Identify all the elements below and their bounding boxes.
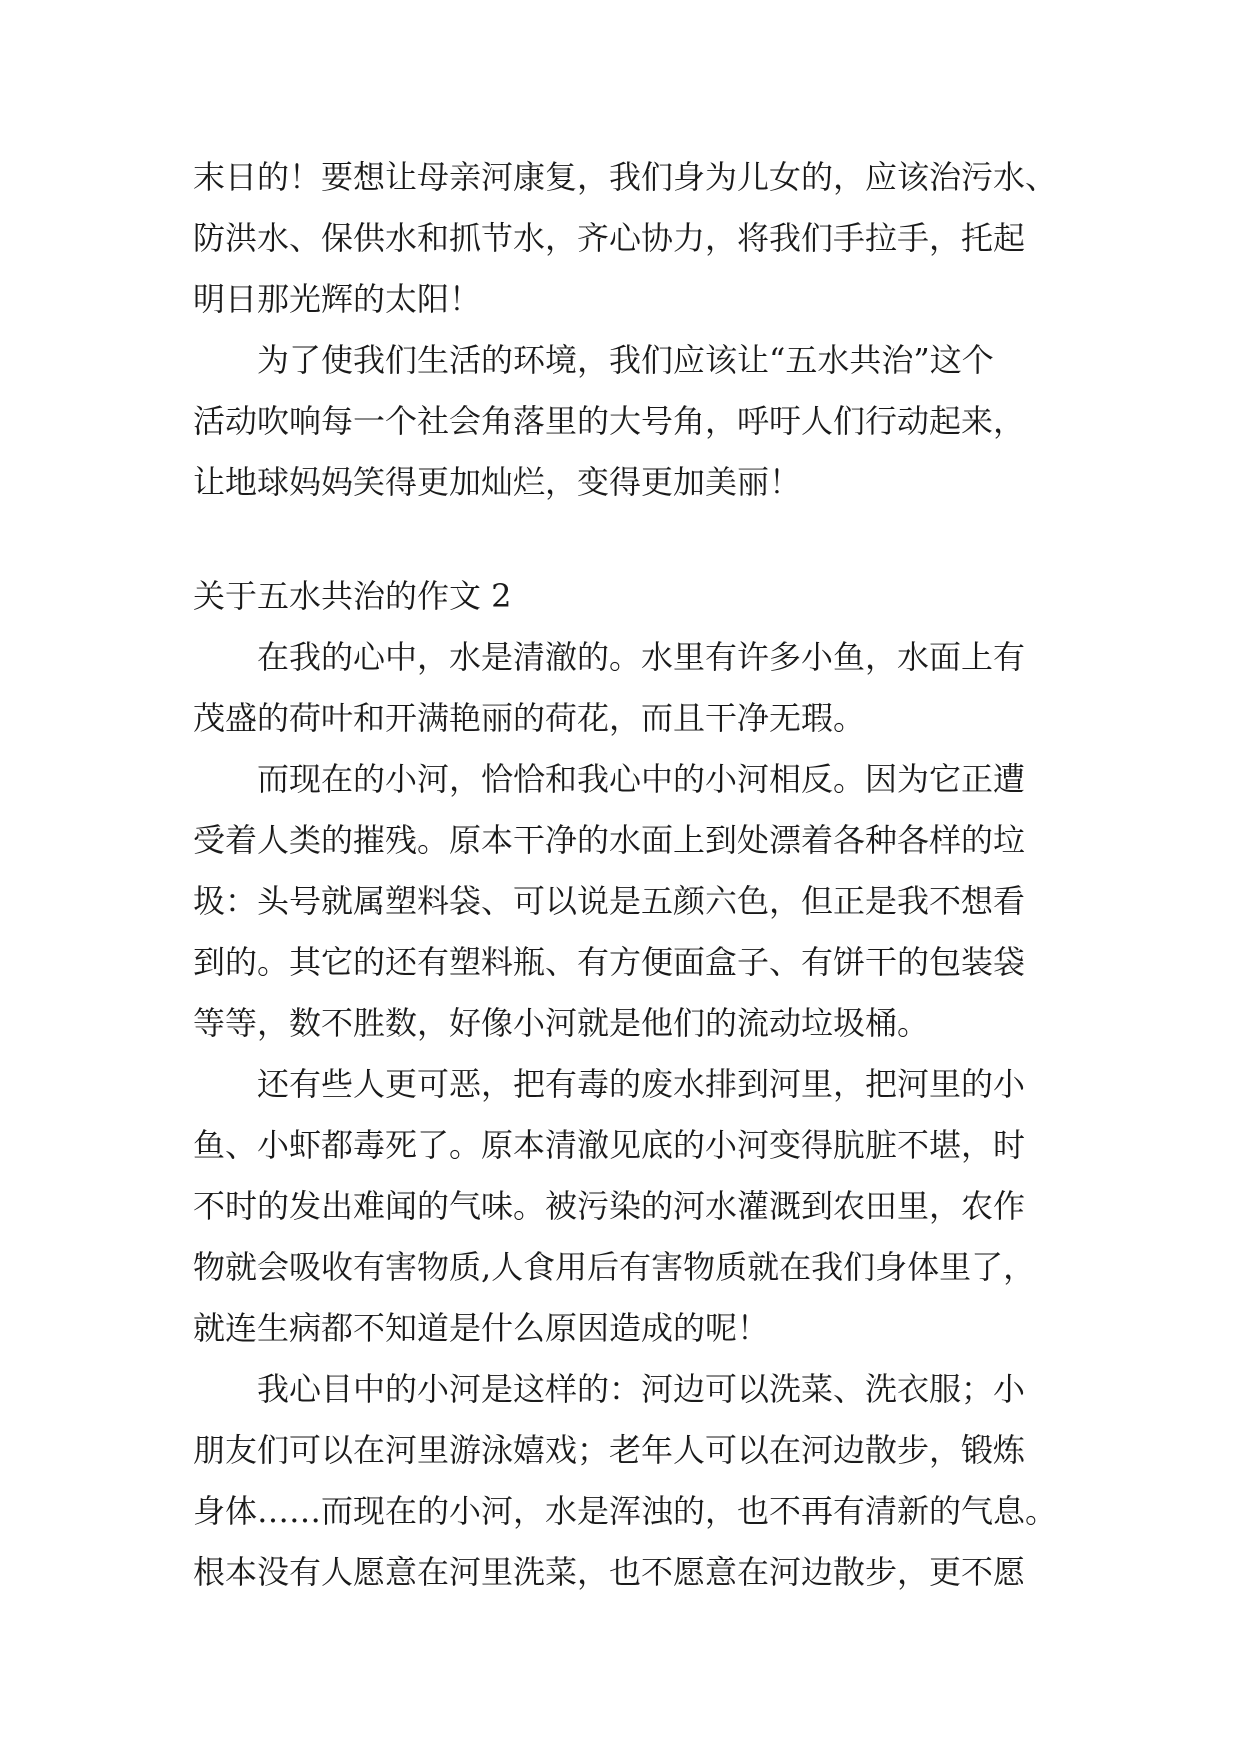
- paragraph-line: 朋友们可以在河里游泳嬉戏；老年人可以在河边散步，锻炼: [193, 1431, 1026, 1469]
- paragraph-line: 活动吹响每一个社会角落里的大号角，呼吁人们行动起来，: [193, 402, 1026, 440]
- paragraph-2: [193, 749, 1053, 1054]
- paragraph-line: 在我的心中，水是清澈的。水里有许多小鱼，水面上有: [257, 638, 1026, 676]
- paragraph-line: 到的。其它的还有塑料瓶、有方便面盒子、有饼干的包装袋: [193, 943, 1026, 981]
- paragraph-3: [193, 1054, 1053, 1359]
- paragraph-line: 茂盛的荷叶和开满艳丽的荷花，而且干净无瑕。: [193, 699, 866, 737]
- paragraph-line: 受着人类的摧残。原本干净的水面上到处漂着各种各样的垃: [193, 821, 1026, 859]
- paragraph-line: 圾：头号就属塑料袋、可以说是五颜六色，但正是我不想看: [193, 882, 1026, 920]
- paragraph-line: 鱼、小虾都毒死了。原本清澈见底的小河变得肮脏不堪，时: [193, 1126, 1026, 1164]
- paragraph-line: 让地球妈妈笑得更加灿烂，变得更加美丽！: [193, 463, 802, 501]
- section-title: 关于五水共治的作文 2: [193, 577, 512, 615]
- paragraph-line: 身体……而现在的小河，水是浑浊的，也不再有清新的气息。: [193, 1492, 1058, 1530]
- paragraph-line: 而现在的小河，恰恰和我心中的小河相反。因为它正遭: [257, 760, 1026, 798]
- paragraph-line: 我心目中的小河是这样的：河边可以洗菜、洗衣服；小: [257, 1370, 1026, 1408]
- paragraph-line: 还有些人更可恶，把有毒的废水排到河里，把河里的小: [257, 1065, 1026, 1103]
- continuation-paragraph: [193, 147, 1058, 330]
- paragraph-1: [193, 627, 1053, 749]
- paragraph-line: 为了使我们生活的环境，我们应该让“五水共治”这个: [257, 341, 994, 379]
- paragraph-line: 不时的发出难闻的气味。被污染的河水灌溉到农田里，农作: [193, 1187, 1026, 1225]
- paragraph-line: 等等，数不胜数，好像小河就是他们的流动垃圾桶。: [193, 1004, 930, 1042]
- paragraph-4: [193, 1359, 1058, 1603]
- closing-paragraph: [193, 330, 1053, 513]
- paragraph-line: 防洪水、保供水和抓节水，齐心协力，将我们手拉手，托起: [193, 219, 1026, 257]
- paragraph-line: 根本没有人愿意在河里洗菜，也不愿意在河边散步，更不愿: [193, 1553, 1026, 1591]
- paragraph-line: 物就会吸收有害物质,人食用后有害物质就在我们身体里了，: [193, 1248, 1036, 1286]
- paragraph-line: 就连生病都不知道是什么原因造成的呢！: [193, 1309, 770, 1347]
- paragraph-line: 明日那光辉的太阳！: [193, 280, 482, 318]
- section-heading: [193, 566, 1053, 627]
- paragraph-line: 末日的！要想让母亲河康复，我们身为儿女的，应该治污水、: [193, 158, 1058, 196]
